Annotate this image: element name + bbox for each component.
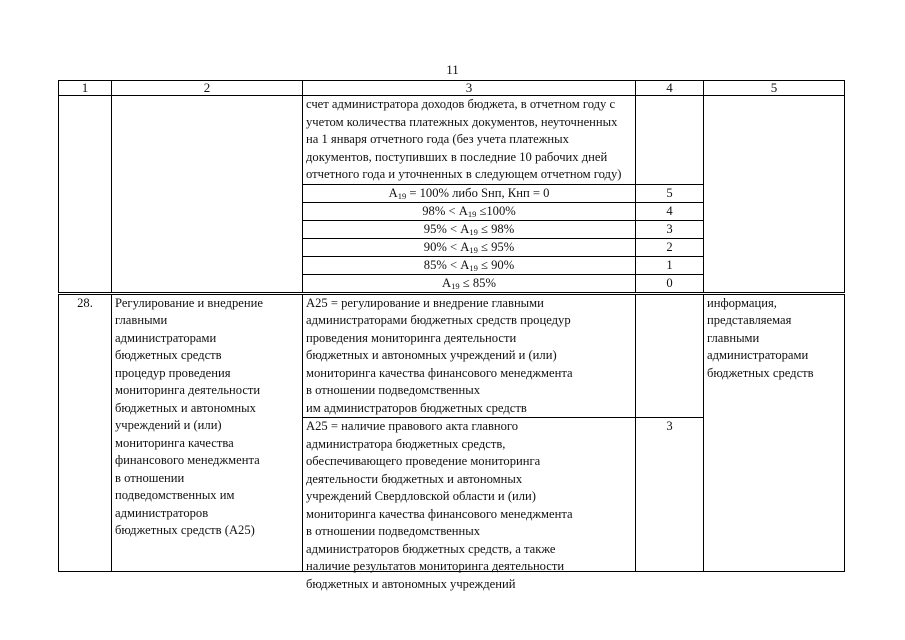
continued-row [59,96,845,185]
criterion-condition: $95\% < А_{19} \le 98\%$ [303,220,636,238]
header-col-1: 1 [59,81,112,96]
row-number: 28. [59,293,112,572]
header-col-2: 2 [112,81,303,96]
continued-score-cell [636,96,704,185]
continued-num-cell [59,96,112,294]
criterion-score: 2 [636,238,704,256]
criterion-description-cell [303,418,636,591]
criterion-condition: $85\% < А_{19} \le 90\%$ [303,256,636,274]
header-col-4: 4 [636,81,704,96]
criterion-score: 4 [636,202,704,220]
continued-description: счет администратора доходов бюджета, в отчетном году с учетом количества платежных документов, неуточненных на 1 января отчетного года (без учета платежных документов, поступивших в последние 10 рабочих дней отчетного года и уточненных в следующем отчетном году) [303,96,636,185]
criterion-condition: $А_{19} = 100\%$ либо Sнп, Кнп = 0 [303,184,636,202]
header-col-3: 3 [303,81,636,96]
header-row [59,81,845,96]
criterion-score: 1 [636,256,704,274]
criterion-score: 0 [636,274,704,293]
header-col-5: 5 [704,81,845,96]
criterion-condition: $98\% < А_{19} \le 100\%$ [303,202,636,220]
indicator-formula: А25 = регулирование и внедрение главными администраторами бюджетных средств процедур проведения мониторинга деятельности бюджетных и автономных учреждений и (или) мониторинга качества финансового менеджмента в отношении подведомственных им администраторов бюджетных средств [303,293,636,418]
indicators-table [58,80,845,591]
criterion-score: 3 [636,220,704,238]
criterion-condition: $А_{19} \le 85\%$ [303,274,636,293]
indicator-score [636,293,704,418]
criterion-score: 3 [636,418,704,572]
page-number: 11 [446,62,459,77]
continued-source-cell [704,96,845,294]
information-source: информация, представляемая главными администраторами бюджетных средств [704,293,845,572]
continued-name-cell [112,96,303,294]
indicator-name: Регулирование и внедрение главными администраторами бюджетных средств процедур проведения мониторинга деятельности бюджетных и автономных учреждений и (или) мониторинга качества финансового менеджмента в отношении подведомственных им администраторов бюджетных средств (А25) [112,293,303,572]
criterion-score: 5 [636,184,704,202]
criterion-description: А25 = наличие правового акта главного администратора бюджетных средств, обеспечивающего проведение мониторинга деятельности бюджетных и автономных учреждений Свердловской области и (или) мониторинга качества финансового менеджмента в отношении подведомственных администраторов бюджетных средств, а также наличие результатов мониторинга деятельности бюджетных и автономных учреждений [306,419,573,591]
row-28 [59,293,845,418]
criterion-condition: $90\% < А_{19} \le 95\%$ [303,238,636,256]
